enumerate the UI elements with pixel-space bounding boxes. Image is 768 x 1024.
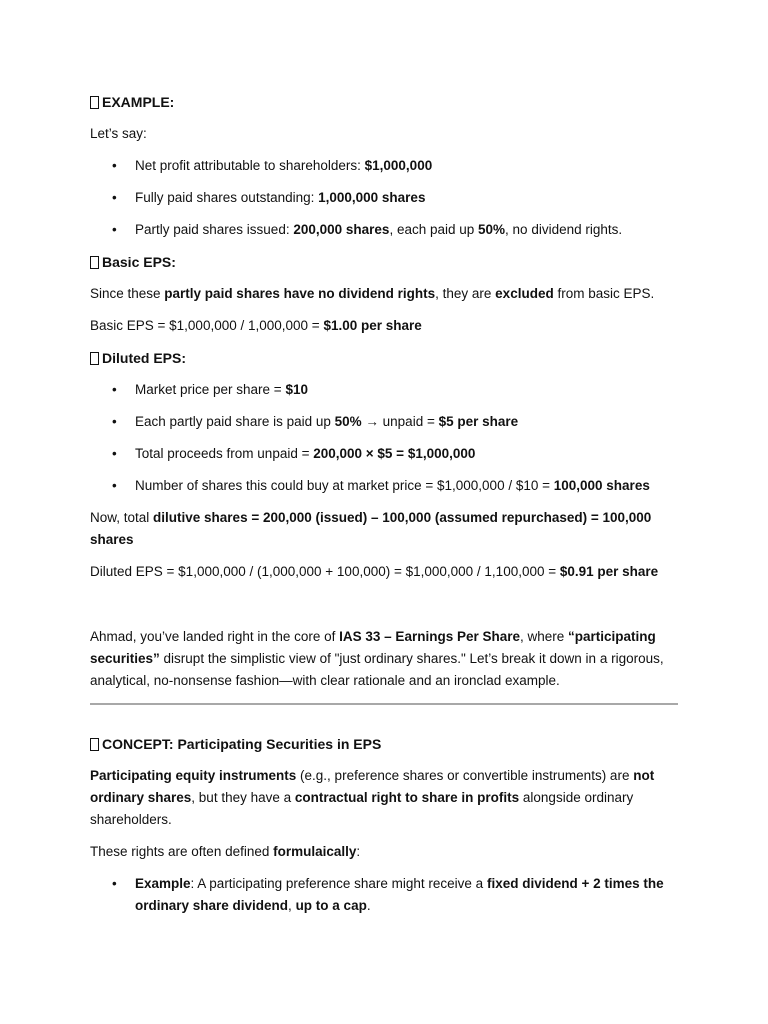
document-page (90, 91, 678, 917)
intro-paragraph: Ahmad, you’ve landed right in the core of IAS 33 – Earnings Per Share, where “participating securities” disrupt the simplistic view of "just ordinary shares." Let’s break it down in a rigorous, analytical, no-nonsense fashion—with clear rationale and an ironclad example. (90, 629, 664, 688)
basic-eps-explanation: Since these partly paid shares have no dividend rights, they are excluded from basic EPS. (90, 286, 655, 301)
example-intro: Let’s say: (90, 126, 147, 141)
example-list (90, 155, 678, 241)
concept-paragraph: Participating equity instruments (e.g., preference shares or convertible instruments) are not ordinary shares, but they have a contractual right to share in profits alongside ordinary shareholders. (90, 768, 655, 827)
list-item: • Example: A participating preference share might receive a fixed dividend + 2 times the ordinary share dividend, up to a cap. (90, 873, 678, 917)
placeholder-glyph-icon (90, 352, 99, 365)
placeholder-glyph-icon (90, 96, 99, 109)
list-item: • Total proceeds from unpaid = 200,000 × $5 = $1,000,000 (90, 443, 678, 465)
diluted-eps-heading: Diluted EPS: (90, 347, 678, 369)
total-dilutive-shares: Now, total dilutive shares = 200,000 (issued) – 100,000 (assumed repurchased) = 100,000 shares (90, 510, 652, 547)
list-item: • Net profit attributable to shareholders: $1,000,000 (90, 155, 678, 177)
list-item: • Market price per share = $10 (90, 379, 678, 401)
concept-list (90, 873, 678, 917)
list-item: • Number of shares this could buy at market price = $1,000,000 / $10 = 100,000 shares (90, 475, 678, 497)
diluted-list (90, 379, 678, 497)
list-item: • Each partly paid share is paid up 50% → unpaid = $5 per share (90, 411, 678, 433)
placeholder-glyph-icon (90, 256, 99, 269)
basic-eps-formula: Basic EPS = $1,000,000 / 1,000,000 = $1.00 per share (90, 318, 422, 333)
basic-eps-heading: Basic EPS: (90, 251, 678, 273)
formula-rights-paragraph: These rights are often defined formulaically: (90, 844, 361, 859)
section-divider (90, 703, 678, 705)
list-item: • Fully paid shares outstanding: 1,000,000 shares (90, 187, 678, 209)
list-item: • Partly paid shares issued: 200,000 shares, each paid up 50%, no dividend rights. (90, 219, 678, 241)
placeholder-glyph-icon (90, 738, 99, 751)
diluted-eps-formula: Diluted EPS = $1,000,000 / (1,000,000 + 100,000) = $1,000,000 / 1,100,000 = $0.91 per share (90, 564, 659, 579)
example-heading: EXAMPLE: (90, 91, 678, 113)
concept-heading: CONCEPT: Participating Securities in EPS (90, 733, 678, 755)
